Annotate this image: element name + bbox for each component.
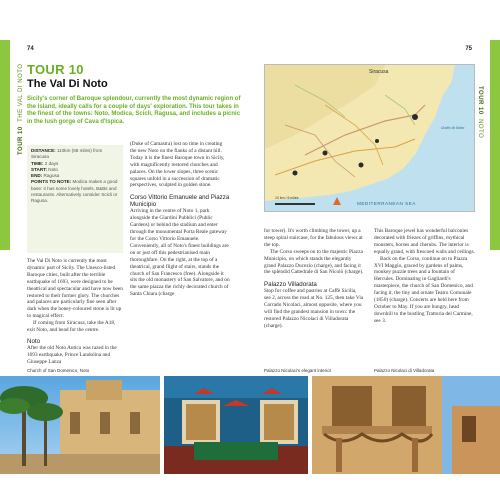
left-side-tour: TOUR 10 (18, 126, 24, 155)
col2-paragraph-2: Arriving in the centre of Noto 1, park alongside the Giardini Pubblici (Public Gardens) or behind the stadium and enter through the monumental Porta Reale gateway for the Corso Vittorio Emanuele. Conveniently, all of Noto's finest buildings are on or just off this pedestrianised main thoroughfare. On the right, at the top of a theatrical, grand flight of stairs, stands the church of San Francesco (free). Alongside it sits the old monastery of San Salvatore, and on the same piazza the richly decorated church of Santa Chiara (charge (130, 208, 230, 298)
col3-paragraph-3: Stop for coffee and pastries at Caffè Sicilia, see 2, across the road at No. 125, then take Via Corrado Nicolaci, almost opposite, where you will find the grandest mansion in town: the restored Palazzo Nicolaci di Villadorata (charge). (264, 288, 364, 329)
right-side-tab (490, 40, 500, 250)
right-side-subtitle: NOTO (477, 119, 483, 139)
info-points: POINTS TO NOTE: Modica makes a good base: it has some lovely hotels, B&Bs and restaurants. Alternatively consider Scicli or Ragusa. (31, 179, 118, 204)
page-title: The Val Di Noto (27, 78, 108, 90)
column-2 (130, 141, 230, 298)
left-side-label (18, 64, 24, 155)
intro-text: Sicily's corner of Baroque splendour, currently the most dynamic region of the island, ideally calls for a couple of days' exploration. This tour takes in the finest of the towns: Noto, Modica, Scicli, Ragusa, and includes a picnic in the lush gorge of Cava d'Ispica. (27, 96, 241, 125)
photo-church-san-domenico (0, 376, 160, 474)
col4-paragraph-1: This Baroque jewel has wonderful balconies decorated with friezes of griffins, mythical monsters, horses and cherubs. The interior is equally grand, with frescoed walls and ceilings. (374, 228, 475, 255)
photo-nicolaci-balcony (312, 376, 500, 474)
col2-paragraph-1: (Duke of Camastra) lost no time in creating the new Noto on the flanks of a distant hill. Today it is the finest Baroque town in Sicily, with magnificently restored churches and palaces. On the lower slopes, three scenic squares unfold in a succession of dramatic perspectives, sculpted in golden stone. (130, 141, 225, 189)
info-end: END: Ragusa (31, 173, 60, 179)
corso-heading: Corso Vittorio Emanuele and Piazza Municipio (130, 194, 230, 209)
caption-nicolaci-interior: Palazzo Nicolaci's elegant interior (264, 368, 332, 373)
map-label-gulf: Golfo di Noto (441, 125, 465, 130)
tour-number-heading: TOUR 10 (27, 62, 84, 77)
right-side-tour: TOUR 10 (477, 86, 483, 115)
left-side-subtitle: THE VAL DI NOTO (18, 63, 24, 122)
left-side-tab (0, 40, 10, 250)
column-4 (374, 228, 476, 325)
col1-paragraph-2: If coming from Siracusa, take the A18, exit Noto, and head for the centre. (27, 320, 116, 334)
map-label-sea: MEDITERRANEAN SEA (357, 201, 416, 206)
right-page-number: 75 (465, 46, 472, 52)
col4-paragraph-2: Back on the Corso, continue on to Piazza XVI Maggio, graced by gardens of palms, monkey puzzle trees and a fountain of Hercules. Dominating in Gagliardi's masterpiece, the church of San Domenico, and facing it, the tiny and ornate Teatro Comunale (1850) (charge). Concerts are held here from October to May. If you are hungry, head downhill to the bustling Trattoria del Carmine, see 3. (374, 255, 473, 324)
tour-info-box (27, 145, 123, 253)
tour-map (264, 64, 475, 212)
villadorata-heading: Palazzo Villadorata (264, 281, 317, 289)
col3-paragraph-2: The Corso sweeps on to the majestic Piazza Municipio, on which stands the elegantly grand Palazzo Ducezio (charge), and facing it the splendid Cattedrale di San Nicolò (charge). (264, 248, 364, 276)
map-graphic (265, 65, 475, 212)
caption-nicolaci-villadorata: Palazzo Nicolaci di Villadorata (374, 368, 435, 373)
map-label-siracusa: Siracusa (369, 69, 389, 75)
column-3 (264, 228, 364, 330)
map-scale: 10 km / 6 miles (275, 196, 299, 200)
column-1 (27, 258, 123, 366)
col1-paragraph-3: After the old Noto Antica was razed in the 1693 earthquake, Prince Landolina and Giuseppe Lanza (27, 344, 117, 365)
photo-nicolaci-interior (164, 376, 308, 474)
col1-paragraph-1: The Val Di Noto is currently the most dynamic part of Sicily. The Unesco-listed Baroque cities, built after the terrible earthquake of 1693, were designed to be theatrical and spectacular and have now been restored to their former glory. The churches and palaces are particularly fine seen after dark when the honey-coloured stone is lit up to magical effect. (27, 258, 123, 320)
noto-heading: Noto (27, 337, 41, 345)
right-side-label (477, 86, 483, 138)
caption-san-domenico: Church of San Domenico, Noto (27, 368, 90, 373)
info-start: START: Noto (31, 166, 58, 172)
left-page-number: 74 (27, 46, 34, 52)
info-distance: DISTANCE: 110km (68 miles) from Siracusa (31, 148, 103, 160)
info-time: TIME: 2 days (31, 160, 59, 166)
col3-paragraph-1: for tower). It's worth climbing the tower, up a steep spiral staircase, for the fabulous views at the top. (264, 228, 363, 248)
